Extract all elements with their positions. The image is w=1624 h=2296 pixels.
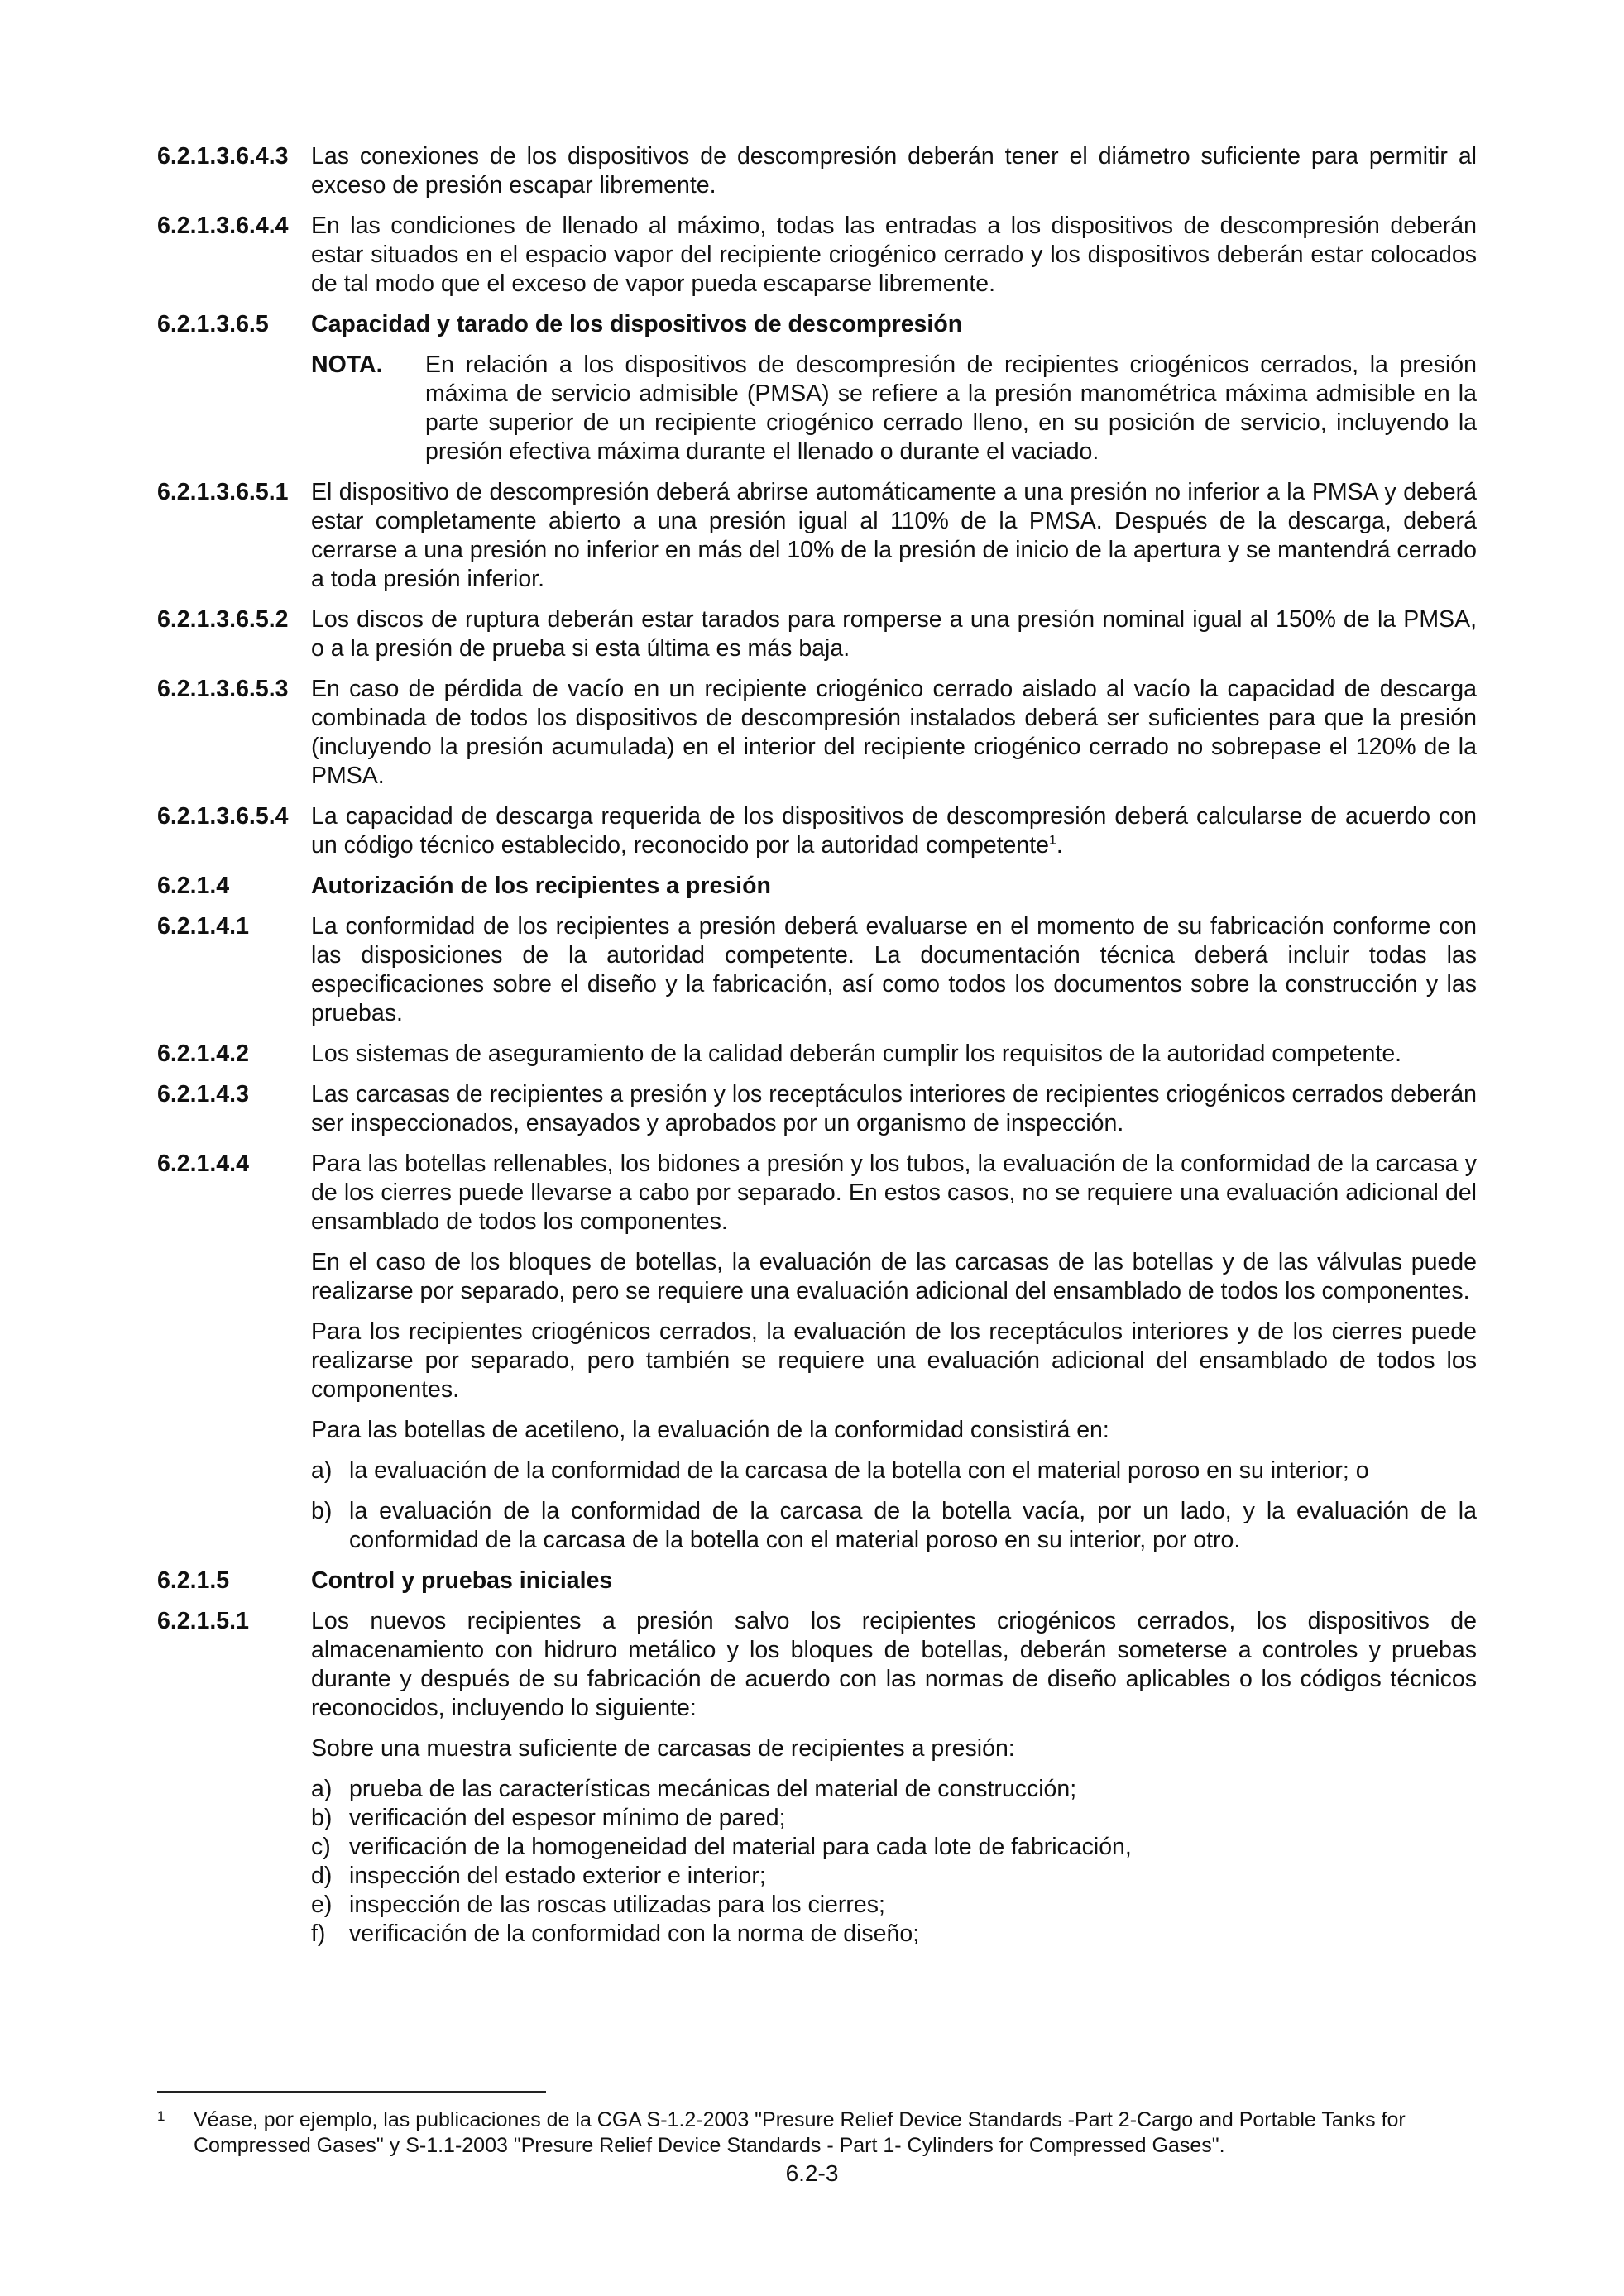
section-6-2-1-5: [157, 1567, 1477, 1595]
section-6-2-1-5-1: [157, 1607, 1477, 1723]
section-text-end: .: [1056, 832, 1063, 859]
section-6-2-1-4-3: [157, 1080, 1477, 1138]
section-6-2-1-4-1: [157, 912, 1477, 1028]
note-block: [311, 351, 1477, 466]
section-text: Los discos de ruptura deberán estar tarados para romperse a una presión nominal igual al 150% de la PMSA, o a la presión de prueba si esta última es más baja.: [311, 606, 1477, 662]
list-item: [311, 1775, 1477, 1804]
section-text: El dispositivo de descompresión deberá abrirse automáticamente a una presión no inferior a la PMSA y deberá estar completamente abierto a una presión igual al 110% de la PMSA. Después de la descarga, deberá cerrarse a una presión no inferior en más del 10% de la presión de inicio de la apertura y se mantendrá cerrado a toda presión inferior.: [311, 479, 1477, 592]
footnote-separator: [157, 2091, 546, 2093]
section-text: Los nuevos recipientes a presión salvo los recipientes criogénicos cerrados, los dispositivos de almacenamiento con hidruro metálico y los bloques de botellas, deberán someterse a controles y pruebas durante y después de su fabricación de acuerdo con las normas de diseño aplicables o los códigos técnicos reconocidos, incluyendo lo siguiente:: [311, 1608, 1477, 1721]
section-number: 6.2.1.3.6.5.3: [157, 676, 289, 702]
section-text: En las condiciones de llenado al máximo, todas las entradas a los dispositivos de descompresión deberán estar situados en el espacio vapor del recipiente criogénico cerrado y los dispositivos deberán estar colocados de tal modo que el exceso de vapor pueda escaparse libremente.: [311, 213, 1477, 297]
section-number: 6.2.1.5: [157, 1567, 230, 1594]
list-item-label: d): [311, 1863, 333, 1889]
section-6-2-1-4: [157, 872, 1477, 901]
section-number: 6.2.1.4.2: [157, 1040, 249, 1067]
section-number: 6.2.1.3.6.5.1: [157, 479, 289, 505]
section-heading: Control y pruebas iniciales: [311, 1567, 613, 1594]
document-body: [157, 142, 1477, 1949]
list-item-label: b): [311, 1498, 333, 1524]
list-item-text: verificación de la conformidad con la norma de diseño;: [349, 1921, 920, 1947]
section-6-2-1-3-6-4-3: [157, 142, 1477, 200]
section-6-2-1-4-4: [157, 1150, 1477, 1236]
footnote-mark: 1: [157, 2108, 165, 2124]
section-number: 6.2.1.5.1: [157, 1608, 249, 1634]
section-6-2-1-3-6-5-4: [157, 802, 1477, 860]
section-number: 6.2.1.3.6.4.3: [157, 143, 289, 170]
note-text: En relación a los dispositivos de descompresión de recipientes criogénicos cerrados, la presión máxima de servicio admisible (PMSA) se refiere a la presión manométrica máxima admisible en la parte superior de un recipiente criogénico cerrado lleno, en su posición de servicio, incluyendo la presión efectiva máxima durante el llenado o durante el vaciado.: [425, 352, 1477, 465]
paragraph: Para las botellas de acetileno, la evaluación de la conformidad consistirá en:: [311, 1417, 1109, 1443]
section-number: 6.2.1.3.6.5.4: [157, 803, 289, 830]
list-item: [311, 1920, 1477, 1949]
list-item-label: e): [311, 1892, 333, 1918]
section-text: Las carcasas de recipientes a presión y los receptáculos interiores de recipientes criogénicos cerrados deberán ser inspeccionados, ensayados y aprobados por un organismo de inspección.: [311, 1081, 1477, 1136]
section-text: En caso de pérdida de vacío en un recipiente criogénico cerrado aislado al vacío la capacidad de descarga combinada de todos los dispositivos de descompresión instalados deberá ser suficientes para que la presión (incluyendo la presión acumulada) en el interior del recipiente criogénico cerrado no sobrepase el 120% de la PMSA.: [311, 676, 1477, 789]
section-text: La conformidad de los recipientes a presión deberá evaluarse en el momento de su fabricación conforme con las disposiciones de la autoridad competente. La documentación técnica deberá incluir todas las especificaciones sobre el diseño y la fabricación, así como todos los documentos sobre la construcción y las pruebas.: [311, 913, 1477, 1026]
section-6-2-1-3-6-5: [157, 310, 1477, 339]
list-item: [311, 1804, 1477, 1833]
section-number: 6.2.1.4.4: [157, 1150, 249, 1177]
section-number: 6.2.1.4.3: [157, 1081, 249, 1107]
section-number: 6.2.1.3.6.4.4: [157, 213, 289, 239]
list-item-text: la evaluación de la conformidad de la carcasa de la botella vacía, por un lado, y la evaluación de la conformidad de la carcasa de la botella con el material poroso en su interior, por otro.: [349, 1498, 1477, 1553]
footnote-text: Véase, por ejemplo, las publicaciones de la CGA S-1.2-2003 "Presure Relief Device Standards -Part 2-Cargo and Portable Tanks for Compressed Gases" y S-1.1-2003 "Presure Relief Device Standards - Part 1- Cylinders for Compressed Gases".: [194, 2108, 1406, 2157]
list-item-label: a): [311, 1776, 333, 1802]
list-item-text: la evaluación de la conformidad de la carcasa de la botella con el material poroso en su interior; o: [349, 1457, 1369, 1484]
list-item-text: verificación del espesor mínimo de pared;: [349, 1805, 786, 1831]
section-number: 6.2.1.3.6.5.2: [157, 606, 289, 633]
list-item: [311, 1891, 1477, 1920]
section-6-2-1-3-6-5-2: [157, 605, 1477, 663]
paragraph: Sobre una muestra suficiente de carcasas de recipientes a presión:: [311, 1735, 1015, 1762]
list-item: [311, 1497, 1477, 1555]
section-text: Los sistemas de aseguramiento de la calidad deberán cumplir los requisitos de la autoridad competente.: [311, 1040, 1402, 1067]
list-item: [311, 1457, 1477, 1485]
section-heading: Autorización de los recipientes a presión: [311, 873, 771, 899]
section-6-2-1-4-2: [157, 1040, 1477, 1069]
section-number: 6.2.1.3.6.5: [157, 311, 269, 337]
section-text: Las conexiones de los dispositivos de descompresión deberán tener el diámetro suficiente para permitir al exceso de presión escapar libremente.: [311, 143, 1477, 199]
section-number: 6.2.1.4: [157, 873, 230, 899]
footnote-reference[interactable]: 1: [1049, 833, 1056, 848]
section-text: Para las botellas rellenables, los bidones a presión y los tubos, la evaluación de la conformidad de la carcasa y de los cierres puede llevarse a cabo por separado. En estos casos, no se requiere una evaluación adicional del ensamblado de todos los componentes.: [311, 1150, 1477, 1235]
footnote: [157, 2107, 1477, 2159]
list-item-label: f): [311, 1921, 326, 1947]
list-item-text: verificación de la homogeneidad del material para cada lote de fabricación,: [349, 1834, 1132, 1860]
list-item-label: b): [311, 1805, 333, 1831]
paragraph: En el caso de los bloques de botellas, la evaluación de las carcasas de las botellas y de las válvulas puede realizarse por separado, pero se requiere una evaluación adicional del ensamblado de todos los componentes.: [311, 1249, 1477, 1304]
paragraph: Para los recipientes criogénicos cerrados, la evaluación de los receptáculos interiores y de los cierres puede realizarse por separado, pero también se requiere una evaluación adicional del ensamblado de todos los componentes.: [311, 1318, 1477, 1403]
section-6-2-1-3-6-5-3: [157, 675, 1477, 791]
note-label: NOTA.: [311, 352, 383, 378]
section-6-2-1-3-6-4-4: [157, 212, 1477, 299]
list-item-text: prueba de las características mecánicas del material de construcción;: [349, 1776, 1077, 1802]
section-number: 6.2.1.4.1: [157, 913, 249, 940]
list-item: [311, 1833, 1477, 1862]
list-item-label: a): [311, 1457, 333, 1484]
list-item-text: inspección de las roscas utilizadas para los cierres;: [349, 1892, 885, 1918]
list-item-label: c): [311, 1834, 331, 1860]
section-heading: Capacidad y tarado de los dispositivos de descompresión: [311, 311, 963, 337]
list-item: [311, 1862, 1477, 1891]
section-text: [311, 802, 1477, 860]
section-6-2-1-3-6-5-1: [157, 478, 1477, 594]
page-number: 6.2-3: [785, 2160, 839, 2186]
list-item-text: inspección del estado exterior e interior;: [349, 1863, 766, 1889]
section-text-main: La capacidad de descarga requerida de los dispositivos de descompresión deberá calcularse de acuerdo con un código técnico establecido, reconocido por la autoridad competente: [311, 803, 1477, 859]
inspection-list: [157, 1775, 1477, 1949]
